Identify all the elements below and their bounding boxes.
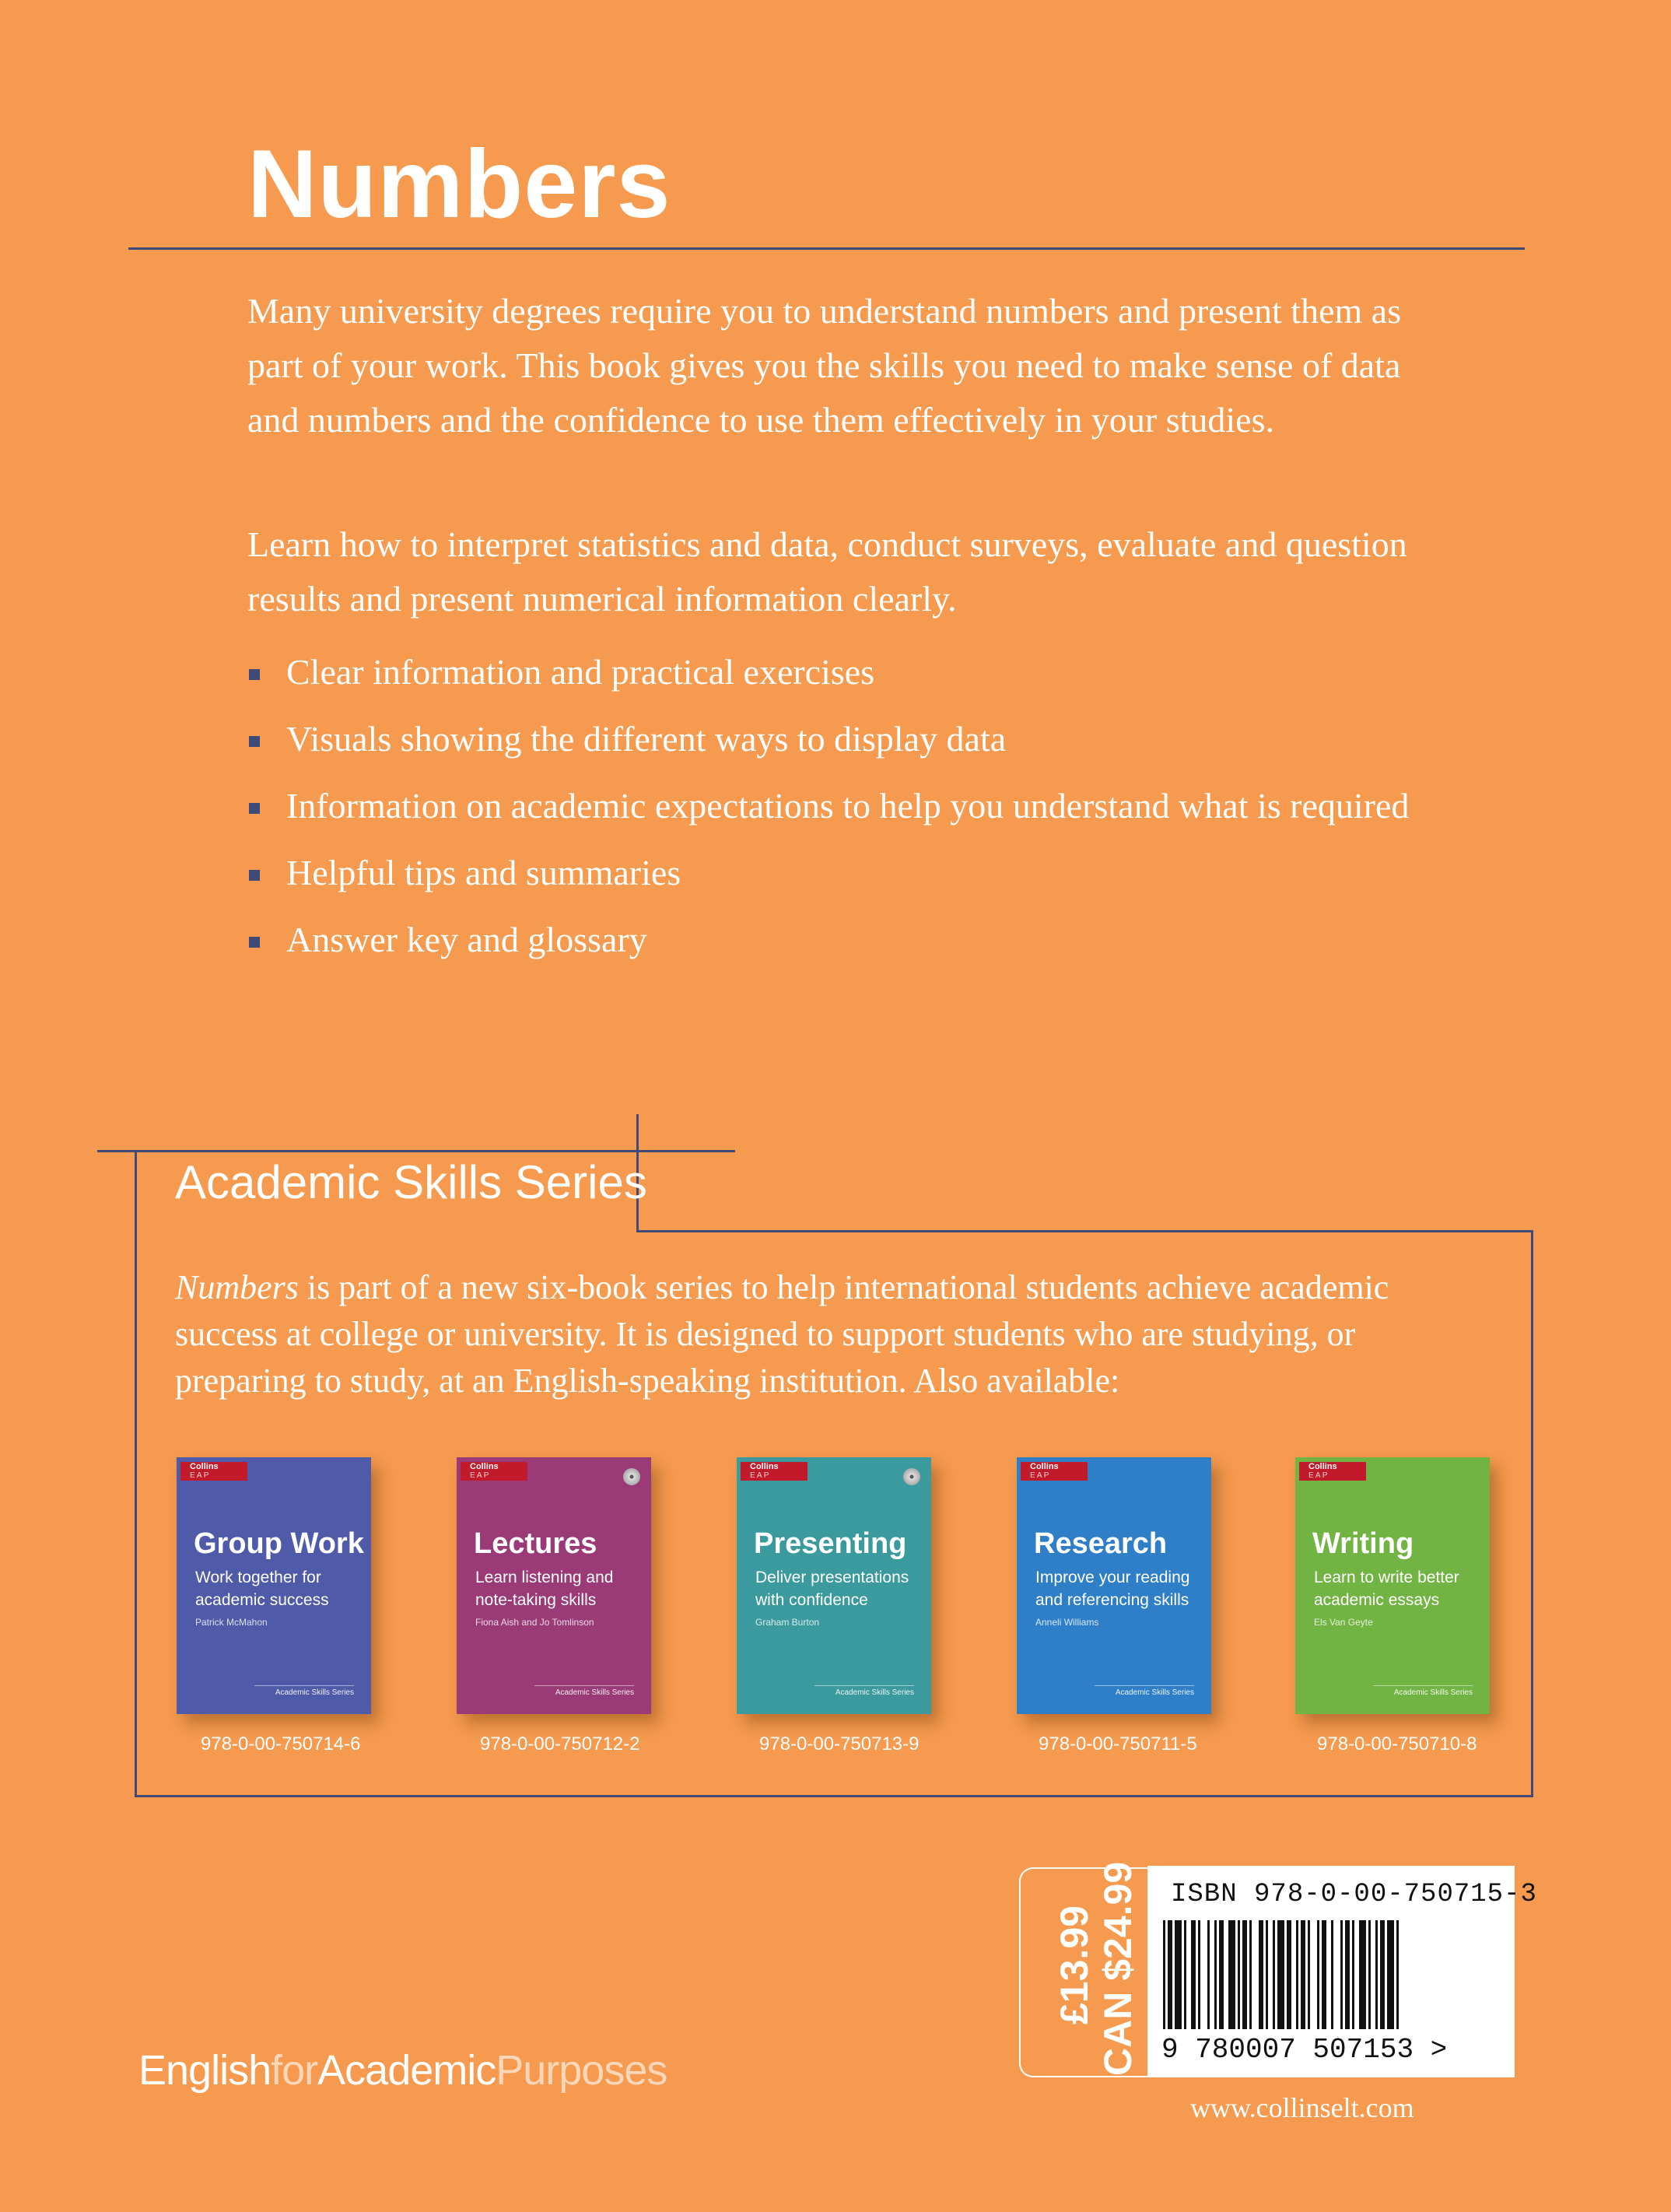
list-item <box>247 913 1414 966</box>
book-title: Numbers <box>247 131 671 238</box>
intro-paragraph-1: Many university degrees require you to understand numbers and present them as part of your work. This book gives you the skills you need to make sense of data and numbers and the confidence to use them effectively in your studies. <box>247 291 1402 440</box>
book-cover-lectures <box>457 1457 651 1714</box>
list-item <box>247 847 1414 899</box>
book-cover-author: Els Van Geyte <box>1314 1617 1373 1628</box>
book-cover-writing <box>1295 1457 1490 1714</box>
book-cover-title: Research <box>1034 1527 1168 1560</box>
price-cad: CAN $24.99 <box>1096 1861 1140 2076</box>
book-cover-series: Academic Skills Series <box>835 1688 914 1697</box>
book-cover-subtitle: Improve your reading and referencing skills <box>1035 1569 1190 1609</box>
feature-list <box>247 646 1414 980</box>
price-gbp: £13.99 <box>1053 1905 1096 2024</box>
barcode-box <box>1147 1866 1537 2077</box>
collins-brand-logo: Collins E A P <box>1021 1462 1088 1481</box>
books-row <box>0 1457 1671 1769</box>
feature-text: Clear information and practical exercises <box>286 652 875 692</box>
book-cover-research <box>1017 1457 1211 1714</box>
bullet-square-icon <box>249 937 260 948</box>
intro-paragraph-2: Learn how to interpret statistics and data, conduct surveys, evaluate and question results and present numerical information clearly. <box>247 524 1407 619</box>
book-cover-subtitle: Deliver presentations with confidence <box>755 1569 909 1609</box>
publisher-url: www.collinselt.com <box>1190 2092 1414 2123</box>
bullet-square-icon <box>249 669 260 680</box>
english-for-academic-purposes-logo <box>138 2046 667 2095</box>
barcode-digits: 9 780007 507153 > <box>1161 2034 1448 2066</box>
bullet-square-icon <box>249 736 260 747</box>
book-isbn: 978-0-00-750712-2 <box>480 1733 640 1755</box>
book-cover-divider <box>1373 1685 1473 1686</box>
eap-word-purposes: Purposes <box>496 2047 667 2094</box>
book-cover-title: Group Work <box>194 1527 364 1560</box>
list-item <box>247 780 1414 833</box>
book-cover-series: Academic Skills Series <box>1115 1688 1194 1697</box>
book-cover-divider <box>254 1685 354 1686</box>
bullet-square-icon <box>249 803 260 814</box>
book-cover-title: Writing <box>1312 1527 1414 1560</box>
barcode-isbn-label: ISBN 978-0-00-750715-3 <box>1171 1880 1537 1909</box>
book-cover-title: Lectures <box>474 1527 597 1560</box>
book-cover-series: Academic Skills Series <box>1393 1688 1473 1697</box>
book-cover-author: Fiona Aish and Jo Tomlinson <box>475 1617 594 1628</box>
series-description-text: is part of a new six-book series to help international students achieve academic success at college or university. It is designed to support students who are studying, or preparing to study, at an English-speaking institution. Also available: <box>175 1268 1389 1400</box>
book-isbn: 978-0-00-750713-9 <box>759 1733 920 1755</box>
series-frame-mid-line <box>636 1230 1533 1232</box>
book-cover-subtitle: Learn listening and note-taking skills <box>475 1569 614 1609</box>
eap-word-english: English <box>138 2047 271 2094</box>
eap-word-academic: Academic <box>317 2047 496 2094</box>
cd-icon <box>903 1468 920 1485</box>
feature-text: Helpful tips and summaries <box>286 853 681 892</box>
cd-icon <box>623 1468 640 1485</box>
book-cover-author: Graham Burton <box>755 1617 820 1628</box>
book-cover-subtitle: Learn to write better academic essays <box>1314 1569 1459 1609</box>
collins-brand-logo: Collins E A P <box>180 1462 247 1481</box>
series-label: Academic Skills Series <box>175 1156 647 1208</box>
book-cover-author: Patrick McMahon <box>195 1617 268 1628</box>
book-cover-author: Anneli Williams <box>1035 1617 1099 1628</box>
series-frame-top-line <box>97 1150 735 1152</box>
book-cover-divider <box>534 1685 634 1686</box>
list-item <box>247 646 1414 699</box>
book-isbn: 978-0-00-750711-5 <box>1039 1733 1197 1755</box>
book-cover-subtitle: Work together for academic success <box>195 1569 329 1609</box>
book-cover-series: Academic Skills Series <box>275 1688 354 1697</box>
book-isbn: 978-0-00-750710-8 <box>1317 1733 1477 1755</box>
collins-brand-logo: Collins E A P <box>741 1462 807 1481</box>
eap-word-for: for <box>271 2047 318 2094</box>
collins-brand-logo: Collins E A P <box>1299 1462 1366 1481</box>
title-divider <box>128 247 1525 250</box>
book-cover-presenting <box>737 1457 931 1714</box>
book-cover-divider <box>814 1685 914 1686</box>
series-description <box>175 1264 1420 1404</box>
series-frame-bottom-line <box>135 1795 1533 1797</box>
book-isbn: 978-0-00-750714-6 <box>201 1733 361 1755</box>
book-cover-title: Presenting <box>754 1527 907 1560</box>
book-cover-group-work <box>177 1457 371 1714</box>
feature-text: Visuals showing the different ways to display data <box>286 719 1007 759</box>
barcode-icon <box>1160 1920 1502 2029</box>
feature-text: Information on academic expectations to help you understand what is required <box>286 786 1410 826</box>
list-item <box>247 713 1414 766</box>
collins-brand-logo: Collins E A P <box>461 1462 527 1481</box>
bullet-square-icon <box>249 870 260 881</box>
series-book-name: Numbers <box>175 1268 299 1306</box>
book-cover-series: Academic Skills Series <box>555 1688 634 1697</box>
feature-text: Answer key and glossary <box>286 920 647 959</box>
book-cover-divider <box>1095 1685 1194 1686</box>
